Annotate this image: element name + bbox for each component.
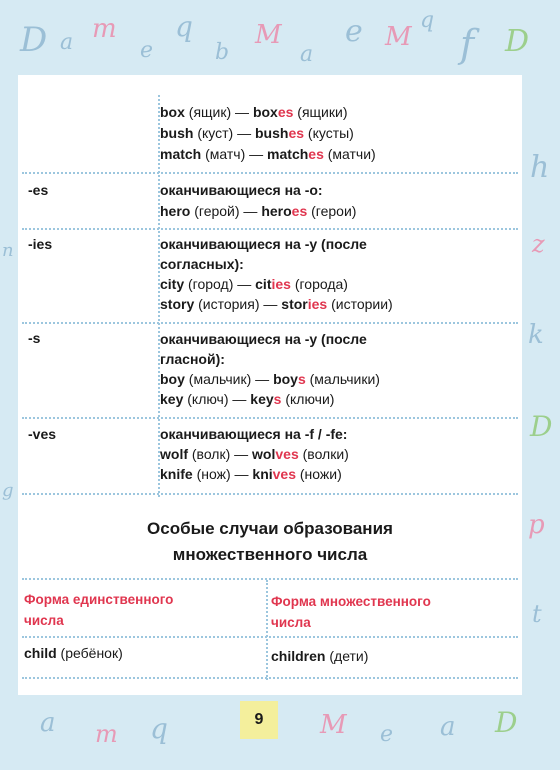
row-separator [22,677,518,679]
deco-letter: D [505,24,530,59]
deco-letter: e [380,722,394,747]
suffix-label: -s [28,330,41,346]
deco-letter: m [95,720,118,748]
word: stor [281,296,308,312]
row-separator [22,172,518,174]
rule-line [160,391,334,407]
ending: ves [275,446,299,462]
word: boy [273,371,298,387]
rule-condition: оканчивающиеся на -y (после [160,331,367,347]
translation: (кусты) [304,125,354,141]
translation: (мальчики) [305,371,380,387]
deco-letter: D [495,706,518,739]
deco-letter: k [528,320,544,350]
deco-letter: q [150,712,168,745]
deco-letter: a [300,42,314,67]
deco-letter: q [420,8,435,33]
ending: ies [307,296,328,312]
translation: (ножи) [296,466,342,482]
translation: (ящик) — [184,104,253,120]
deco-letter: a [440,712,456,742]
deco-letter: a [60,30,74,55]
page-number: 9 [240,701,278,739]
row-separator [22,322,518,324]
row-separator [22,493,518,495]
section-heading-line: Особые случаи образования [147,519,393,538]
singular-cell [24,645,123,661]
rule-condition: согласных): [160,256,244,272]
word: box [252,104,278,120]
deco-letter: b [215,40,230,65]
word: match [160,146,202,162]
suffix-label: -es [28,182,49,198]
rule-condition: гласной): [160,351,225,367]
word: boy [160,371,185,387]
rule-line [160,256,244,272]
translation: (город) — [184,276,256,292]
word: wolf [160,446,188,462]
word: city [160,276,185,292]
deco-letter: g [2,480,14,501]
deco-letter: m [92,14,117,44]
rule-condition: оканчивающиеся на -y (после [160,236,367,252]
column-divider [266,580,268,680]
deco-letter: q [175,10,193,43]
deco-letter: h [530,150,550,185]
header-line: Форма единственного [24,592,174,607]
translation: (герой) — [190,203,262,219]
translation: (матчи) [323,146,376,162]
page-content [18,75,522,695]
rule-line [160,446,349,462]
word: key [250,391,274,407]
rule-line [160,296,393,312]
rule-line [160,146,376,162]
column-header-singular [24,589,173,631]
deco-letter: M [385,22,412,52]
translation: (мальчик) — [184,371,274,387]
section-heading-line: множественного числа [172,545,368,564]
word: bush [254,125,289,141]
deco-letter: e [140,38,154,63]
deco-letter: f [460,22,475,66]
word: box [160,104,185,120]
header-line: числа [271,615,311,630]
row-separator [22,636,518,638]
rule-line [160,426,347,442]
word: match [267,146,309,162]
translation: (волк) — [188,446,253,462]
deco-letter: t [532,600,542,628]
translation: (матч) — [201,146,268,162]
ending: ies [271,276,291,292]
rule-line [160,203,356,219]
translation: (волки) [298,446,349,462]
rule-line [160,104,348,120]
column-header-plural [271,591,431,633]
header-line: Форма множественного [271,594,431,609]
translation: (ключ) — [183,391,251,407]
rule-line [160,351,225,367]
suffix-label: -ies [28,236,53,252]
deco-letter: D [20,20,48,60]
deco-letter: e [345,14,363,49]
rule-line [160,276,348,292]
word: hero [160,203,191,219]
translation: (дети) [325,648,369,664]
ending: es [277,104,294,120]
rule-line [160,331,367,347]
word: key [160,391,184,407]
translation: (города) [290,276,348,292]
word: hero [261,203,292,219]
translation: (ящики) [293,104,348,120]
translation: (ключи) [281,391,335,407]
row-separator [22,578,518,580]
rule-line [160,466,342,482]
word: knife [160,466,193,482]
row-separator [22,228,518,230]
word: wol [252,446,276,462]
ending: ves [272,466,296,482]
translation: (куст) — [193,125,255,141]
word: kni [252,466,273,482]
rule-line [160,236,367,252]
word: story [160,296,195,312]
suffix-label: -ves [28,426,57,442]
translation: (истории) [327,296,393,312]
deco-letter: M [255,20,282,50]
deco-letter: M [320,710,347,740]
ending: es [291,203,308,219]
row-separator [22,417,518,419]
word: children [271,648,326,664]
translation: (история) — [194,296,282,312]
word: cit [255,276,272,292]
plural-cell [271,648,368,664]
translation: (нож) — [192,466,253,482]
rule-line [160,182,323,198]
ending: es [288,125,305,141]
ending: s [297,371,306,387]
translation: (герои) [307,203,357,219]
header-line: числа [24,613,64,628]
deco-letter: n [2,240,14,261]
deco-letter: z [532,230,545,258]
word: bush [160,125,194,141]
ending: s [273,391,282,407]
deco-letter: a [40,708,56,738]
deco-letter: p [528,510,545,540]
rule-condition: оканчивающиеся на -f / -fe: [160,426,348,442]
deco-letter: D [530,410,553,443]
ending: es [308,146,324,162]
rule-line [160,125,354,141]
section-heading [18,516,522,568]
word: child [24,645,57,661]
rule-condition: оканчивающиеся на -o: [160,182,323,198]
translation: (ребёнок) [56,645,123,661]
rule-line [160,371,380,387]
